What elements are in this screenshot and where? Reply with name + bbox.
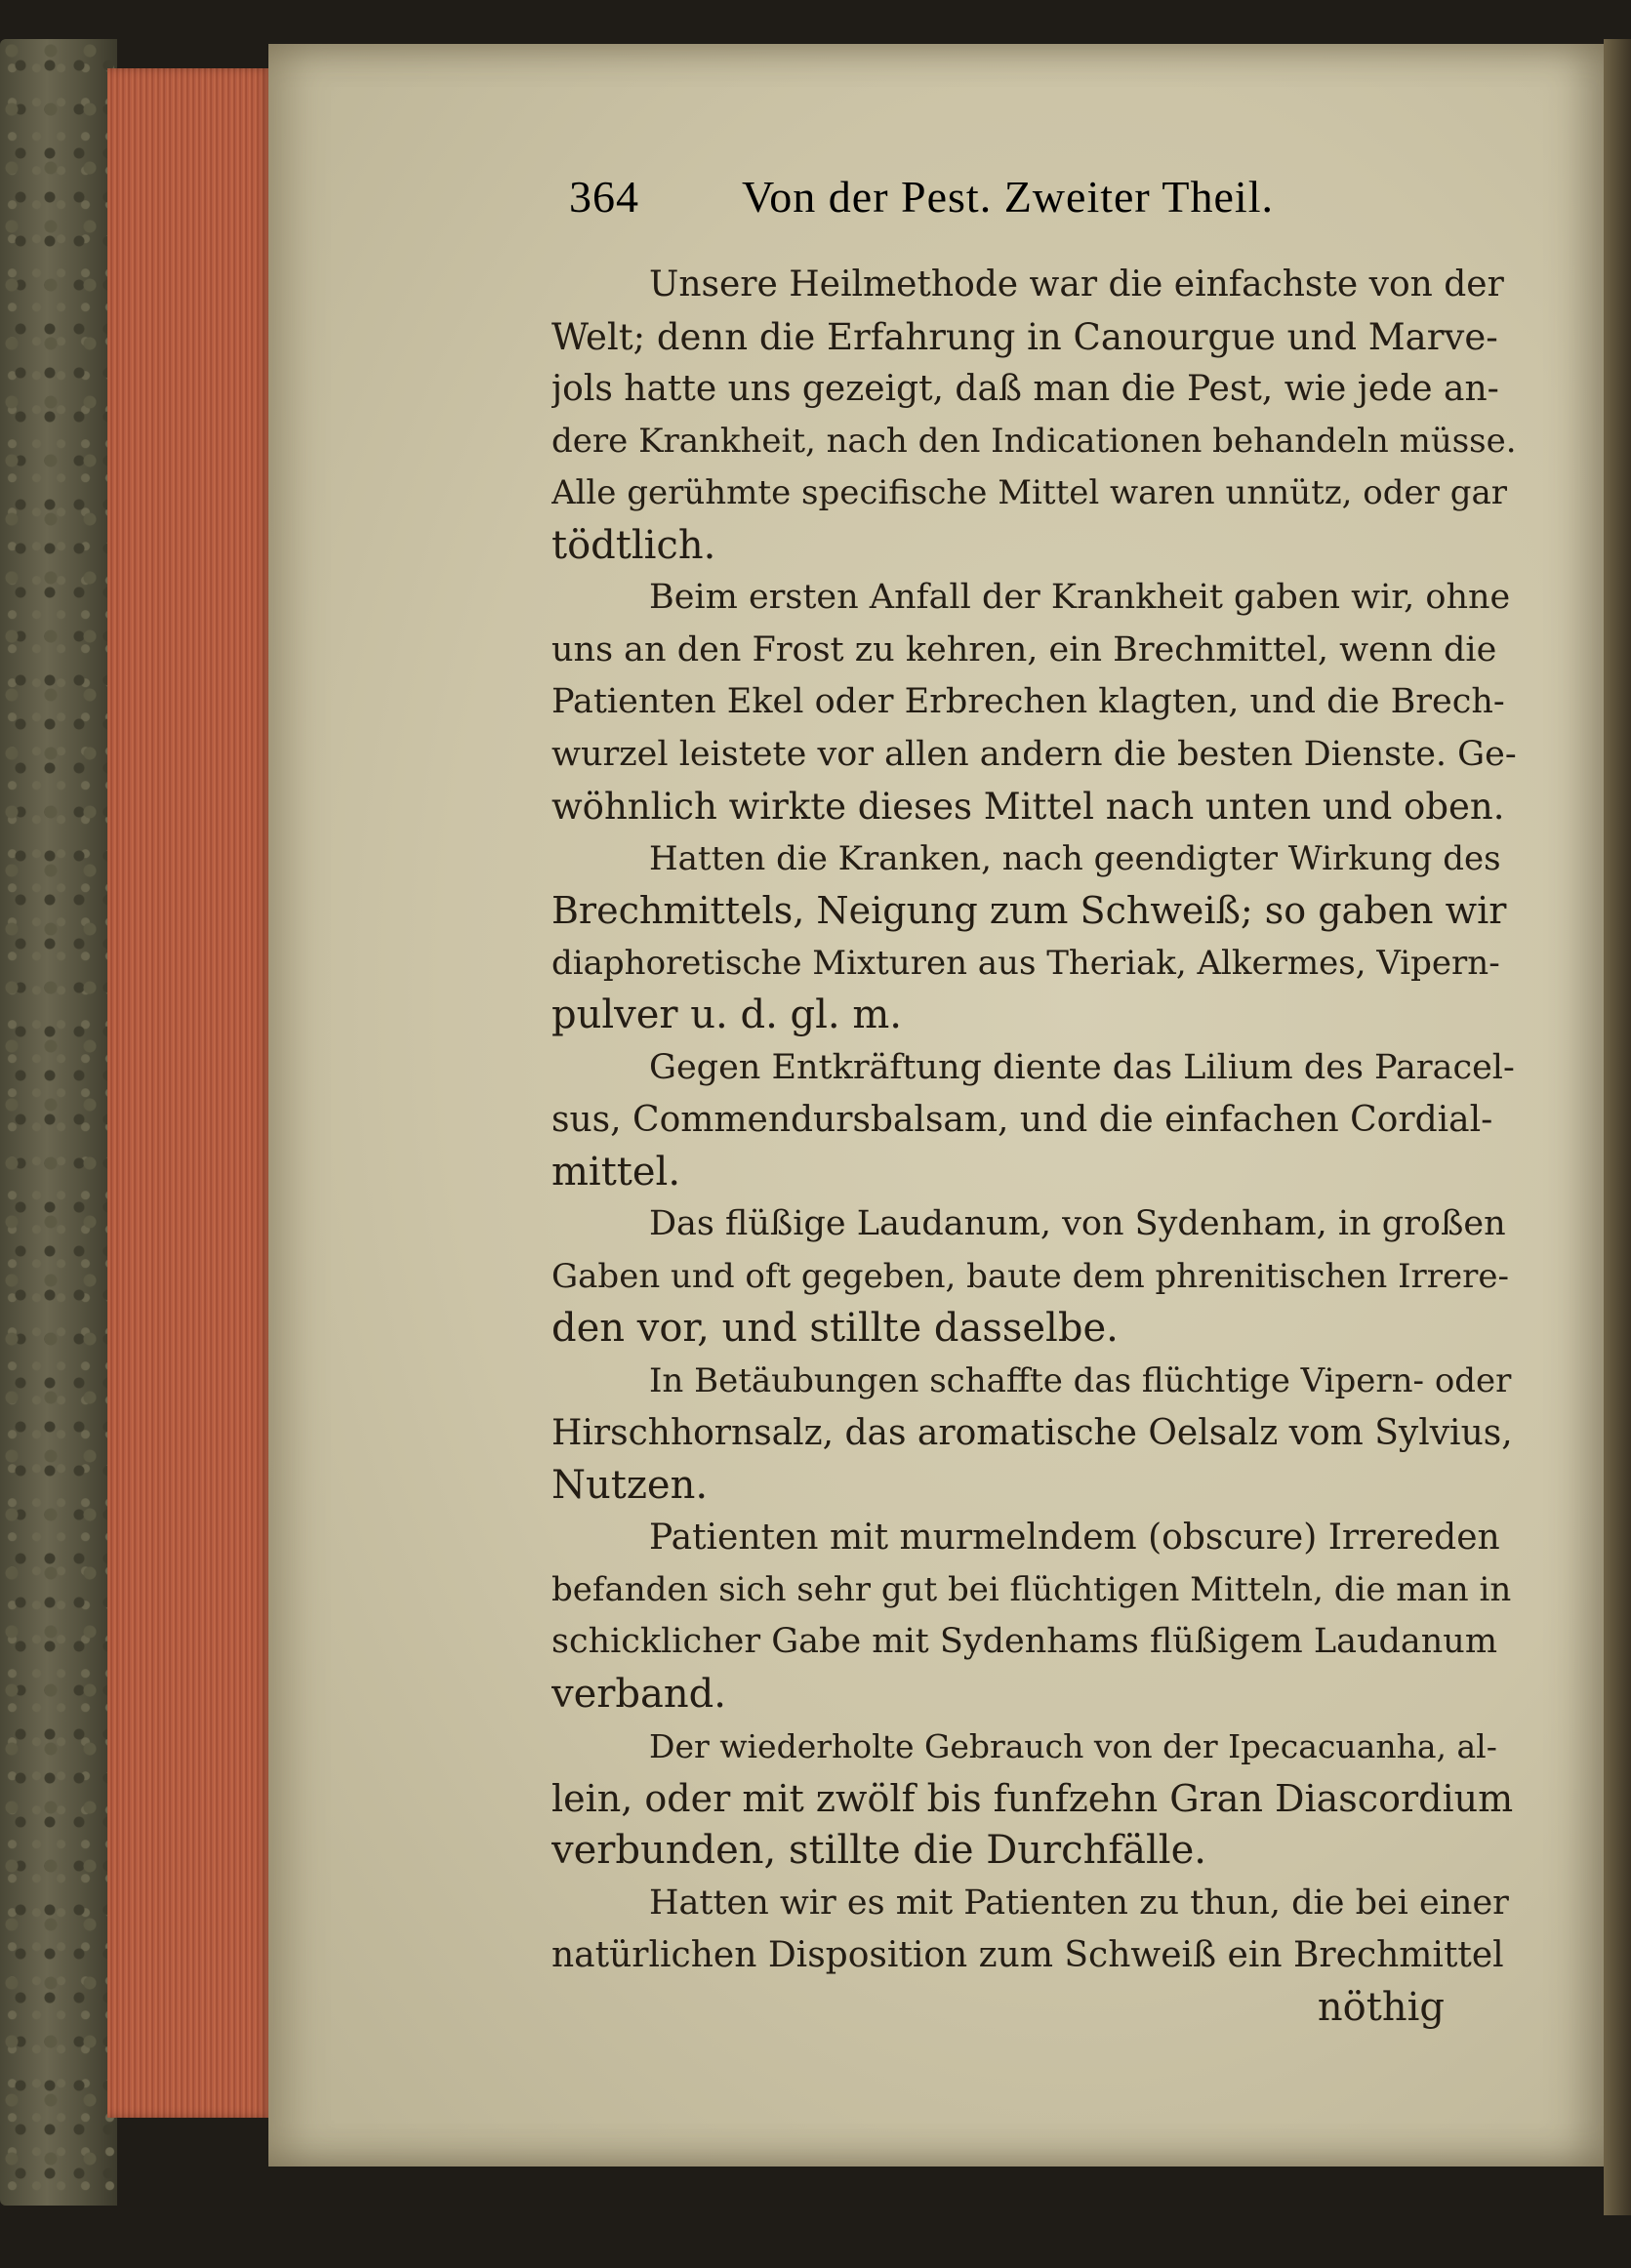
text-line: Unsere Heilmethode war die einfachste von der: [649, 264, 1504, 304]
page-edges: [107, 68, 273, 2118]
text-line: natürlichen Disposition zum Schweiß ein Brechmittel: [551, 1935, 1504, 1975]
paragraph-list: [551, 259, 1518, 1982]
text-line: den vor, und stillte dasselbe.: [551, 1306, 1119, 1351]
paragraph: [551, 1512, 1518, 1721]
text-line: befanden sich sehr gut bei flüchtigen Mitteln, die man in: [551, 1569, 1512, 1609]
page-body: [551, 259, 1518, 2034]
page-number: 364: [569, 172, 639, 222]
text-line: Nutzen.: [551, 1462, 709, 1508]
paragraph: [551, 259, 1518, 572]
paragraph: [551, 833, 1518, 1042]
text-line: Hatten die Kranken, nach geendigter Wirkung des: [649, 838, 1501, 878]
text-line: sus, Commendursbalsam, und die einfachen Cordial-: [551, 1100, 1493, 1140]
text-line: Hatten wir es mit Patienten zu thun, die bei einer: [649, 1883, 1509, 1923]
paragraph: [551, 1878, 1518, 1982]
paragraph: [551, 1198, 1518, 1356]
text-line: Brechmittels, Neigung zum Schweiß; so gaben wir: [551, 889, 1507, 932]
text-line: Patienten Ekel oder Erbrechen klagten, und die Brech-: [551, 682, 1505, 721]
paragraph: [551, 1721, 1518, 1878]
text-line: schicklicher Gabe mit Sydenhams flüßigem Laudanum: [551, 1622, 1498, 1661]
text-line: Der wiederholte Gebrauch von der Ipecacuanha, al-: [649, 1727, 1497, 1765]
text-line: wurzel leistete vor allen andern die besten Dienste. Ge-: [551, 734, 1517, 774]
facing-page-edge: [1604, 39, 1631, 2215]
running-title: Von der Pest. Zweiter Theil.: [742, 172, 1274, 222]
text-line: lein, oder mit zwölf bis funfzehn Gran Diascordium: [551, 1776, 1514, 1820]
text-line: tödtlich.: [551, 522, 716, 568]
text-line: wöhnlich wirkte dieses Mittel nach unten und oben.: [551, 786, 1505, 828]
text-line: Das flüßige Laudanum, von Sydenham, in großen: [649, 1204, 1506, 1243]
text-line: dere Krankheit, nach den Indicationen behandeln müsse.: [551, 421, 1517, 461]
text-line: Gaben und oft gegeben, baute dem phrenitischen Irrere-: [551, 1256, 1510, 1296]
text-line: Beim ersten Anfall der Krankheit gaben wir, ohne: [649, 578, 1511, 617]
text-line: uns an den Frost zu kehren, ein Brechmittel, wenn die: [551, 629, 1497, 669]
text-line: In Betäubungen schaffte das flüchtige Vipern- oder: [649, 1360, 1512, 1400]
text-line: Welt; denn die Erfahrung in Canourgue und Marve-: [551, 315, 1498, 358]
text-line: verbunden, stillte die Durchfälle.: [551, 1828, 1206, 1873]
paragraph: [551, 1356, 1518, 1513]
marbled-cover: [0, 39, 117, 2206]
text-line: Patienten mit murmelndem (obscure) Irrereden: [649, 1518, 1500, 1558]
paragraph: [551, 1042, 1518, 1199]
paragraph: [551, 572, 1518, 833]
text-line: Alle gerühmte specifische Mittel waren unnütz, oder gar: [551, 473, 1507, 512]
text-line: Hirschhornsalz, das aromatische Oelsalz vom Sylvius,: [551, 1413, 1513, 1453]
text-line: mittel.: [551, 1149, 681, 1195]
text-line: Gegen Entkräftung diente das Lilium des Paracel-: [649, 1047, 1515, 1087]
catchword: nöthig: [1317, 1984, 1445, 2030]
text-line: verband.: [551, 1671, 726, 1717]
text-line: jols hatte uns gezeigt, daß man die Pest, wie jede an-: [551, 369, 1499, 409]
text-line: diaphoretische Mixturen aus Theriak, Alkermes, Vipern-: [551, 943, 1500, 983]
running-header: [0, 0, 1631, 222]
text-line: pulver u. d. gl. m.: [551, 992, 902, 1037]
